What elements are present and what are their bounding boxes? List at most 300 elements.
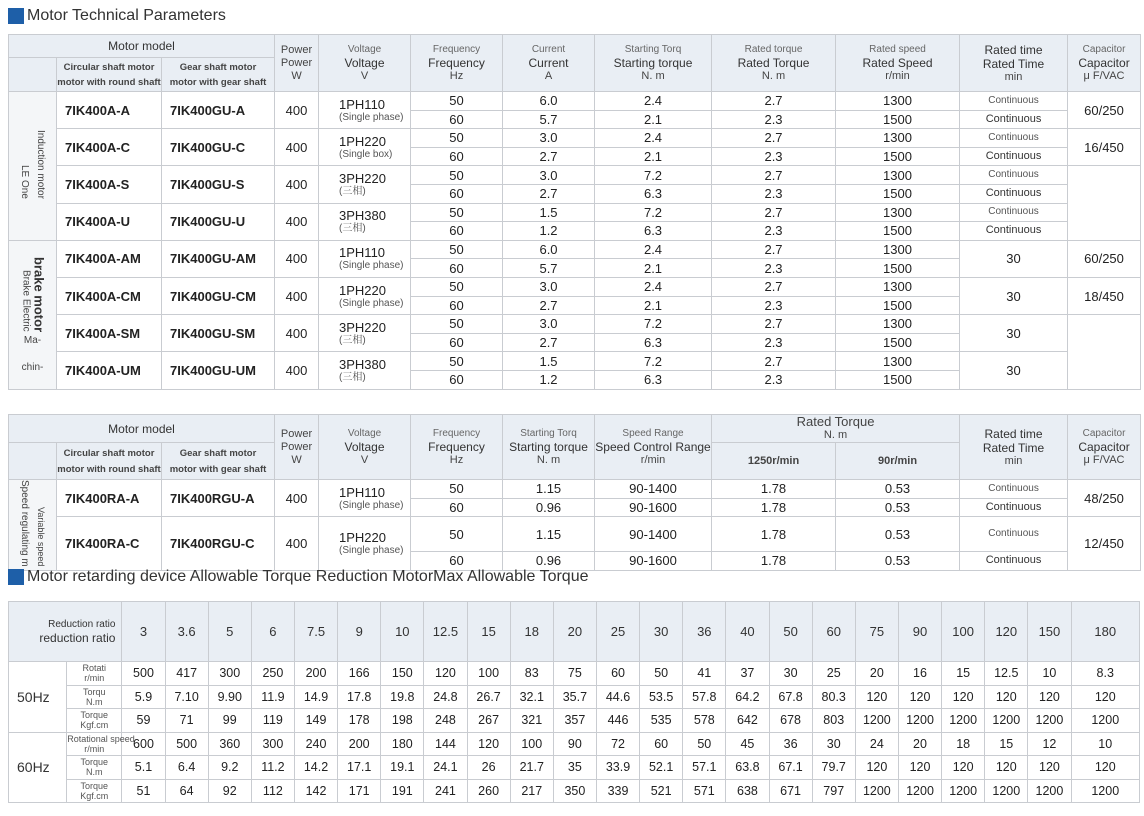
- torque-cell: 45: [726, 732, 769, 756]
- torque-cell: 11.2: [251, 756, 294, 780]
- gear-shaft-model: 7IK400GU-CM: [162, 277, 275, 314]
- torque-cell: 30: [812, 732, 855, 756]
- current-value: 3.0: [503, 315, 595, 334]
- frequency-value: 60: [411, 296, 503, 315]
- rated-speed-value: 1300: [836, 277, 960, 296]
- torque-cell: 14.9: [294, 685, 337, 709]
- torque-cell: 79.7: [812, 756, 855, 780]
- torque-cell: 198: [381, 709, 424, 733]
- frequency-value: 50: [411, 203, 503, 222]
- torque-cell: 803: [812, 709, 855, 733]
- capacitor-value: 12/450: [1068, 517, 1141, 571]
- gear-shaft-header: Gear shaft motor motor with gear shaft: [162, 58, 275, 92]
- rated-torque-value: 2.3: [712, 296, 836, 315]
- torque-cell: 10: [1028, 662, 1071, 686]
- torque-cell: 99: [208, 709, 251, 733]
- frequency-value: 60: [411, 147, 503, 166]
- ratio-value: 3: [122, 602, 165, 662]
- rated-time-value: 30: [960, 240, 1068, 277]
- torque-cell: 15: [942, 662, 985, 686]
- torque-cell: 357: [553, 709, 596, 733]
- ratio-value: 18: [510, 602, 553, 662]
- category-brake-motor: Brake Electricbrake motor Ma- chin-: [9, 240, 57, 389]
- rated-torque-header: Rated torque Rated Torque N. m: [712, 35, 836, 92]
- torque-cell: 9.90: [208, 685, 251, 709]
- ratio-value: 30: [640, 602, 683, 662]
- torque-cell: 11.9: [251, 685, 294, 709]
- speed-range-header: Speed Range Speed Control Range r/min: [595, 415, 712, 480]
- table-row: [9, 779, 1140, 803]
- rated-time-value: Continuous: [960, 166, 1068, 185]
- frequency-value: 50: [411, 129, 503, 148]
- current-value: 3.0: [503, 129, 595, 148]
- rated-time-value: 30: [960, 315, 1068, 352]
- section-square-icon: [8, 569, 24, 585]
- power-header: Power Power W: [275, 35, 319, 92]
- torque-cell: 1200: [1028, 779, 1071, 803]
- round-shaft-model: 7IK400A-SM: [57, 315, 162, 352]
- round-shaft-model: 7IK400A-UM: [57, 352, 162, 389]
- rated-speed-header: Rated speed Rated Speed r/min: [836, 35, 960, 92]
- current-value: 1.2: [503, 222, 595, 241]
- torque-cell: 500: [165, 732, 208, 756]
- table-row: [9, 685, 1140, 709]
- rated-time-value: 30: [960, 352, 1068, 389]
- torque-cell: 417: [165, 662, 208, 686]
- torque-cell: 120: [898, 756, 941, 780]
- frequency-value: 60: [411, 110, 503, 129]
- ratio-value: 100: [942, 602, 985, 662]
- torque-cell: 360: [208, 732, 251, 756]
- voltage-header: Voltage Voltage V: [319, 35, 411, 92]
- rated-torque-1250-value: 1.78: [712, 517, 836, 552]
- rated-speed-value: 1300: [836, 203, 960, 222]
- current-value: 2.7: [503, 184, 595, 203]
- torque-cell: 120: [942, 756, 985, 780]
- starting-torque-value: 2.1: [595, 147, 712, 166]
- rated-torque-value: 2.7: [712, 129, 836, 148]
- section-title-reduction: [8, 567, 589, 587]
- torque-cell: 120: [855, 685, 898, 709]
- torque-cell: 217: [510, 779, 553, 803]
- motor-model-header: Motor model: [9, 35, 275, 58]
- starting-torque-value: 2.1: [595, 259, 712, 278]
- starting-torque-value: 1.15: [503, 517, 595, 552]
- torque-cell: 120: [467, 732, 510, 756]
- frequency-value: 50: [411, 315, 503, 334]
- blank-header-2: [9, 443, 57, 480]
- current-value: 1.5: [503, 203, 595, 222]
- rated-time-value: Continuous: [960, 222, 1068, 241]
- rated-torque-value: 2.7: [712, 203, 836, 222]
- frequency-value: 60: [411, 498, 503, 517]
- torque-cell: 64.2: [726, 685, 769, 709]
- torque-cell: 1200: [985, 779, 1028, 803]
- torque-cell: 7.10: [165, 685, 208, 709]
- ratio-value: 60: [812, 602, 855, 662]
- gear-shaft-model: 7IK400GU-S: [162, 166, 275, 203]
- torque-cell: 26: [467, 756, 510, 780]
- rated-speed-value: 1300: [836, 129, 960, 148]
- torque-cell: 260: [467, 779, 510, 803]
- rated-speed-value: 1500: [836, 296, 960, 315]
- current-value: 2.7: [503, 147, 595, 166]
- power-value: 400: [275, 92, 319, 129]
- torque-cell: 240: [294, 732, 337, 756]
- round-shaft-model: 7IK400A-U: [57, 203, 162, 240]
- torque-cell: 59: [122, 709, 165, 733]
- voltage-value: 3PH220 (三相): [319, 166, 411, 203]
- gear-shaft-model: 7IK400GU-A: [162, 92, 275, 129]
- section-title-text: Motor Technical Parameters: [27, 7, 226, 24]
- ratio-value: 9: [338, 602, 381, 662]
- torque-cell: 24.8: [424, 685, 467, 709]
- starting-torque-value: 6.3: [595, 222, 712, 241]
- torque-cell: 1200: [942, 779, 985, 803]
- torque-cell: 17.8: [338, 685, 381, 709]
- torque-cell: 149: [294, 709, 337, 733]
- torque-cell: 26.7: [467, 685, 510, 709]
- frequency-value: 60: [411, 333, 503, 352]
- torque-cell: 10: [1071, 732, 1140, 756]
- rated-torque-value: 2.3: [712, 333, 836, 352]
- capacitor-empty: [1068, 315, 1141, 389]
- torque-cell: 120: [1071, 756, 1140, 780]
- round-shaft-header-2: Circular shaft motor motor with round shaft: [57, 443, 162, 480]
- starting-torque-header: Starting Torq Starting torque N. m: [595, 35, 712, 92]
- torque-cell: 37: [726, 662, 769, 686]
- capacitor-header: Capacitor Capacitor μ F/VAC: [1068, 35, 1141, 92]
- rated-time-header-2: Rated time Rated Time min: [960, 415, 1068, 480]
- ratio-value: 5: [208, 602, 251, 662]
- torque-cell: 678: [769, 709, 812, 733]
- capacitor-value: 48/250: [1068, 480, 1141, 517]
- rated-time-value: Continuous: [960, 110, 1068, 129]
- frequency-value: 50: [411, 352, 503, 371]
- gear-shaft-model: 7IK400RGU-A: [162, 480, 275, 517]
- power-value: 400: [275, 315, 319, 352]
- torque-cell: 41: [683, 662, 726, 686]
- frequency-value: 50: [411, 166, 503, 185]
- voltage-header-2: Voltage Voltage V: [319, 415, 411, 480]
- table-row: [9, 240, 1141, 259]
- section-square-icon: [8, 8, 24, 24]
- table-row: [9, 517, 1141, 552]
- torque-cell: 17.1: [338, 756, 381, 780]
- row-label: Rotati r/min: [67, 662, 122, 686]
- rated-torque-value: 2.7: [712, 240, 836, 259]
- starting-torque-value: 7.2: [595, 315, 712, 334]
- starting-torque-value: 7.2: [595, 166, 712, 185]
- row-label: Rotational speed r/min: [67, 733, 135, 754]
- voltage-value: 1PH110 (Single phase): [319, 240, 411, 277]
- torque-cell: 63.8: [726, 756, 769, 780]
- torque-cell: 144: [424, 732, 467, 756]
- voltage-value: 3PH380 (三相): [319, 352, 411, 389]
- torque-cell: 119: [251, 709, 294, 733]
- round-shaft-model: 7IK400A-C: [57, 129, 162, 166]
- power-value: 400: [275, 240, 319, 277]
- torque-cell: 642: [726, 709, 769, 733]
- row-label: Torqu N.m: [67, 685, 122, 709]
- torque-cell: 200: [338, 732, 381, 756]
- torque-cell: 57.8: [683, 685, 726, 709]
- rated-torque-1250-header: 1250r/min: [712, 443, 836, 480]
- rated-speed-value: 1500: [836, 147, 960, 166]
- ratio-value: 7.5: [294, 602, 337, 662]
- starting-torque-value: 2.4: [595, 92, 712, 111]
- current-value: 6.0: [503, 240, 595, 259]
- starting-torque-value: 7.2: [595, 203, 712, 222]
- torque-cell: 36: [769, 732, 812, 756]
- rated-torque-1250-value: 1.78: [712, 480, 836, 499]
- torque-cell: 180: [381, 732, 424, 756]
- torque-cell: 50: [640, 662, 683, 686]
- reduction-ratio-header: Reduction ratio reduction ratio: [9, 602, 122, 662]
- ratio-value: 3.6: [165, 602, 208, 662]
- round-shaft-model: 7IK400A-A: [57, 92, 162, 129]
- current-value: 3.0: [503, 277, 595, 296]
- torque-cell: 53.5: [640, 685, 683, 709]
- rated-time-value: Continuous: [960, 480, 1068, 499]
- torque-cell: 120: [1071, 685, 1140, 709]
- current-value: 3.0: [503, 166, 595, 185]
- ratio-value: 40: [726, 602, 769, 662]
- torque-cell: 51: [122, 779, 165, 803]
- starting-torque-value: 6.3: [595, 370, 712, 389]
- ratio-value: 50: [769, 602, 812, 662]
- table-row: [9, 709, 1140, 733]
- rated-torque-value: 2.7: [712, 315, 836, 334]
- rated-time-value: Continuous: [960, 92, 1068, 111]
- round-shaft-model: 7IK400RA-C: [57, 517, 162, 571]
- gear-shaft-model: 7IK400GU-SM: [162, 315, 275, 352]
- ratio-value: 12.5: [424, 602, 467, 662]
- torque-cell: 797: [812, 779, 855, 803]
- round-shaft-header: Circular shaft motor motor with round shaft: [57, 58, 162, 92]
- torque-cell: 250: [251, 662, 294, 686]
- row-label: Torque Kgf.cm: [67, 779, 122, 803]
- torque-cell: 19.8: [381, 685, 424, 709]
- torque-cell: 14.2: [294, 756, 337, 780]
- section-title-text: Motor retarding device Allowable Torque Reduction MotorMax Allowable Torque: [27, 568, 589, 585]
- table-row: [9, 166, 1141, 185]
- speed-range-value: 90-1600: [595, 552, 712, 571]
- voltage-value: 1PH110 (Single phase): [319, 480, 411, 517]
- starting-torque-value: 0.96: [503, 498, 595, 517]
- rated-torque-value: 2.7: [712, 352, 836, 371]
- torque-cell: 44.6: [596, 685, 639, 709]
- torque-cell: 83: [510, 662, 553, 686]
- voltage-value: 1PH220 (Single phase): [319, 277, 411, 314]
- voltage-value: 3PH220 (三相): [319, 315, 411, 352]
- torque-cell: 178: [338, 709, 381, 733]
- voltage-value: 1PH220 (Single phase): [319, 517, 411, 571]
- torque-cell: 15: [985, 732, 1028, 756]
- rated-torque-90-header: 90r/min: [836, 443, 960, 480]
- frequency-value: 60: [411, 184, 503, 203]
- table-row: [9, 732, 1140, 756]
- table-row: [9, 129, 1141, 148]
- starting-torque-value: 2.1: [595, 110, 712, 129]
- rated-speed-value: 1300: [836, 352, 960, 371]
- speed-range-value: 90-1400: [595, 517, 712, 552]
- torque-cell: 64: [165, 779, 208, 803]
- starting-torque-value: 0.96: [503, 552, 595, 571]
- torque-cell: 1200: [1028, 709, 1071, 733]
- gear-shaft-model: 7IK400GU-C: [162, 129, 275, 166]
- rated-torque-value: 2.7: [712, 92, 836, 111]
- rated-speed-value: 1500: [836, 370, 960, 389]
- torque-cell: 120: [1028, 685, 1071, 709]
- rated-torque-90-value: 0.53: [836, 498, 960, 517]
- torque-cell: 267: [467, 709, 510, 733]
- torque-cell: 32.1: [510, 685, 553, 709]
- ratio-value: 120: [985, 602, 1028, 662]
- torque-cell: 142: [294, 779, 337, 803]
- torque-cell: 120: [942, 685, 985, 709]
- torque-cell: 339: [596, 779, 639, 803]
- power-value: 400: [275, 517, 319, 571]
- gear-shaft-header-2: Gear shaft motor motor with gear shaft: [162, 443, 275, 480]
- torque-cell: 1200: [942, 709, 985, 733]
- torque-cell: 120: [985, 685, 1028, 709]
- torque-cell: 8.3: [1071, 662, 1140, 686]
- torque-cell: 5.9: [122, 685, 165, 709]
- speed-regulating-table: [8, 414, 1141, 571]
- power-value: 400: [275, 203, 319, 240]
- torque-cell: 1200: [855, 709, 898, 733]
- blank-header: [9, 58, 57, 92]
- frequency-value: 60: [411, 370, 503, 389]
- torque-cell: 20: [898, 732, 941, 756]
- voltage-value: 1PH110 (Single phase): [319, 92, 411, 129]
- ratio-value: 90: [898, 602, 941, 662]
- torque-cell: 21.7: [510, 756, 553, 780]
- torque-cell: 30: [769, 662, 812, 686]
- rated-speed-value: 1300: [836, 166, 960, 185]
- rated-torque-header-2: Rated Torque N. m: [712, 415, 960, 443]
- capacitor-value: 16/450: [1068, 129, 1141, 166]
- rated-time-value: Continuous: [960, 129, 1068, 148]
- torque-cell: 521: [640, 779, 683, 803]
- torque-cell: 67.1: [769, 756, 812, 780]
- torque-cell: 638: [726, 779, 769, 803]
- frequency-group-label: 60Hz: [9, 732, 67, 803]
- power-value: 400: [275, 480, 319, 517]
- torque-cell: 120: [898, 685, 941, 709]
- torque-cell: 1200: [1071, 709, 1140, 733]
- current-value: 2.7: [503, 296, 595, 315]
- capacitor-value: 60/250: [1068, 240, 1141, 277]
- rated-speed-value: 1500: [836, 222, 960, 241]
- rated-torque-value: 2.3: [712, 110, 836, 129]
- power-header-2: Power Power W: [275, 415, 319, 480]
- speed-range-value: 90-1400: [595, 480, 712, 499]
- torque-cell: 300: [251, 732, 294, 756]
- rated-speed-value: 1300: [836, 240, 960, 259]
- torque-cell: 571: [683, 779, 726, 803]
- rated-time-value: Continuous: [960, 552, 1068, 571]
- torque-cell: 120: [985, 756, 1028, 780]
- torque-cell: 120: [424, 662, 467, 686]
- rated-time-value: 30: [960, 277, 1068, 314]
- current-value: 2.7: [503, 333, 595, 352]
- torque-cell: 24.1: [424, 756, 467, 780]
- rated-speed-value: 1500: [836, 333, 960, 352]
- frequency-value: 50: [411, 517, 503, 552]
- torque-cell: 24: [855, 732, 898, 756]
- gear-shaft-model: 7IK400GU-U: [162, 203, 275, 240]
- current-value: 5.7: [503, 110, 595, 129]
- torque-cell: 241: [424, 779, 467, 803]
- rated-torque-90-value: 0.53: [836, 480, 960, 499]
- torque-cell: 57.1: [683, 756, 726, 780]
- torque-cell: 600: [122, 732, 165, 756]
- rated-torque-value: 2.3: [712, 370, 836, 389]
- rated-time-value: Continuous: [960, 203, 1068, 222]
- torque-cell: 1200: [985, 709, 1028, 733]
- row-label: Torque Kgf.cm: [67, 709, 122, 733]
- rated-torque-value: 2.7: [712, 166, 836, 185]
- rated-speed-value: 1500: [836, 259, 960, 278]
- capacitor-header-2: Capacitor Capacitor μ F/VAC: [1068, 415, 1141, 480]
- torque-cell: 16: [898, 662, 941, 686]
- round-shaft-model: 7IK400RA-A: [57, 480, 162, 517]
- ratio-value: 75: [855, 602, 898, 662]
- frequency-value: 60: [411, 222, 503, 241]
- table-row: [9, 480, 1141, 499]
- voltage-value: 3PH380 (三相): [319, 203, 411, 240]
- torque-cell: 1200: [855, 779, 898, 803]
- torque-cell: 120: [1028, 756, 1071, 780]
- torque-cell: 150: [381, 662, 424, 686]
- rated-time-header: Rated time Rated Time min: [960, 35, 1068, 92]
- table-row: [9, 756, 1140, 780]
- starting-torque-value: 2.4: [595, 277, 712, 296]
- rated-torque-90-value: 0.53: [836, 517, 960, 552]
- rated-torque-1250-value: 1.78: [712, 552, 836, 571]
- power-value: 400: [275, 352, 319, 389]
- table-row: [9, 203, 1141, 222]
- rated-speed-value: 1300: [836, 92, 960, 111]
- rated-torque-value: 2.3: [712, 184, 836, 203]
- ratio-value: 6: [251, 602, 294, 662]
- torque-cell: 35: [553, 756, 596, 780]
- frequency-value: 50: [411, 240, 503, 259]
- rated-speed-value: 1300: [836, 315, 960, 334]
- power-value: 400: [275, 277, 319, 314]
- capacitor-value: 60/250: [1068, 92, 1141, 129]
- table-row: [9, 352, 1141, 371]
- rated-torque-90-value: 0.53: [836, 552, 960, 571]
- torque-cell: 75: [553, 662, 596, 686]
- frequency-header: Frequency Frequency Hz: [411, 35, 503, 92]
- current-header: Current Current A: [503, 35, 595, 92]
- torque-cell: 9.2: [208, 756, 251, 780]
- speed-range-value: 90-1600: [595, 498, 712, 517]
- torque-cell: 19.1: [381, 756, 424, 780]
- torque-cell: 100: [467, 662, 510, 686]
- torque-cell: 535: [640, 709, 683, 733]
- gear-shaft-model: 7IK400GU-AM: [162, 240, 275, 277]
- torque-cell: 191: [381, 779, 424, 803]
- torque-cell: 52.1: [640, 756, 683, 780]
- frequency-group-label: 50Hz: [9, 662, 67, 733]
- torque-cell: 446: [596, 709, 639, 733]
- gear-shaft-model: 7IK400GU-UM: [162, 352, 275, 389]
- rated-torque-value: 2.3: [712, 222, 836, 241]
